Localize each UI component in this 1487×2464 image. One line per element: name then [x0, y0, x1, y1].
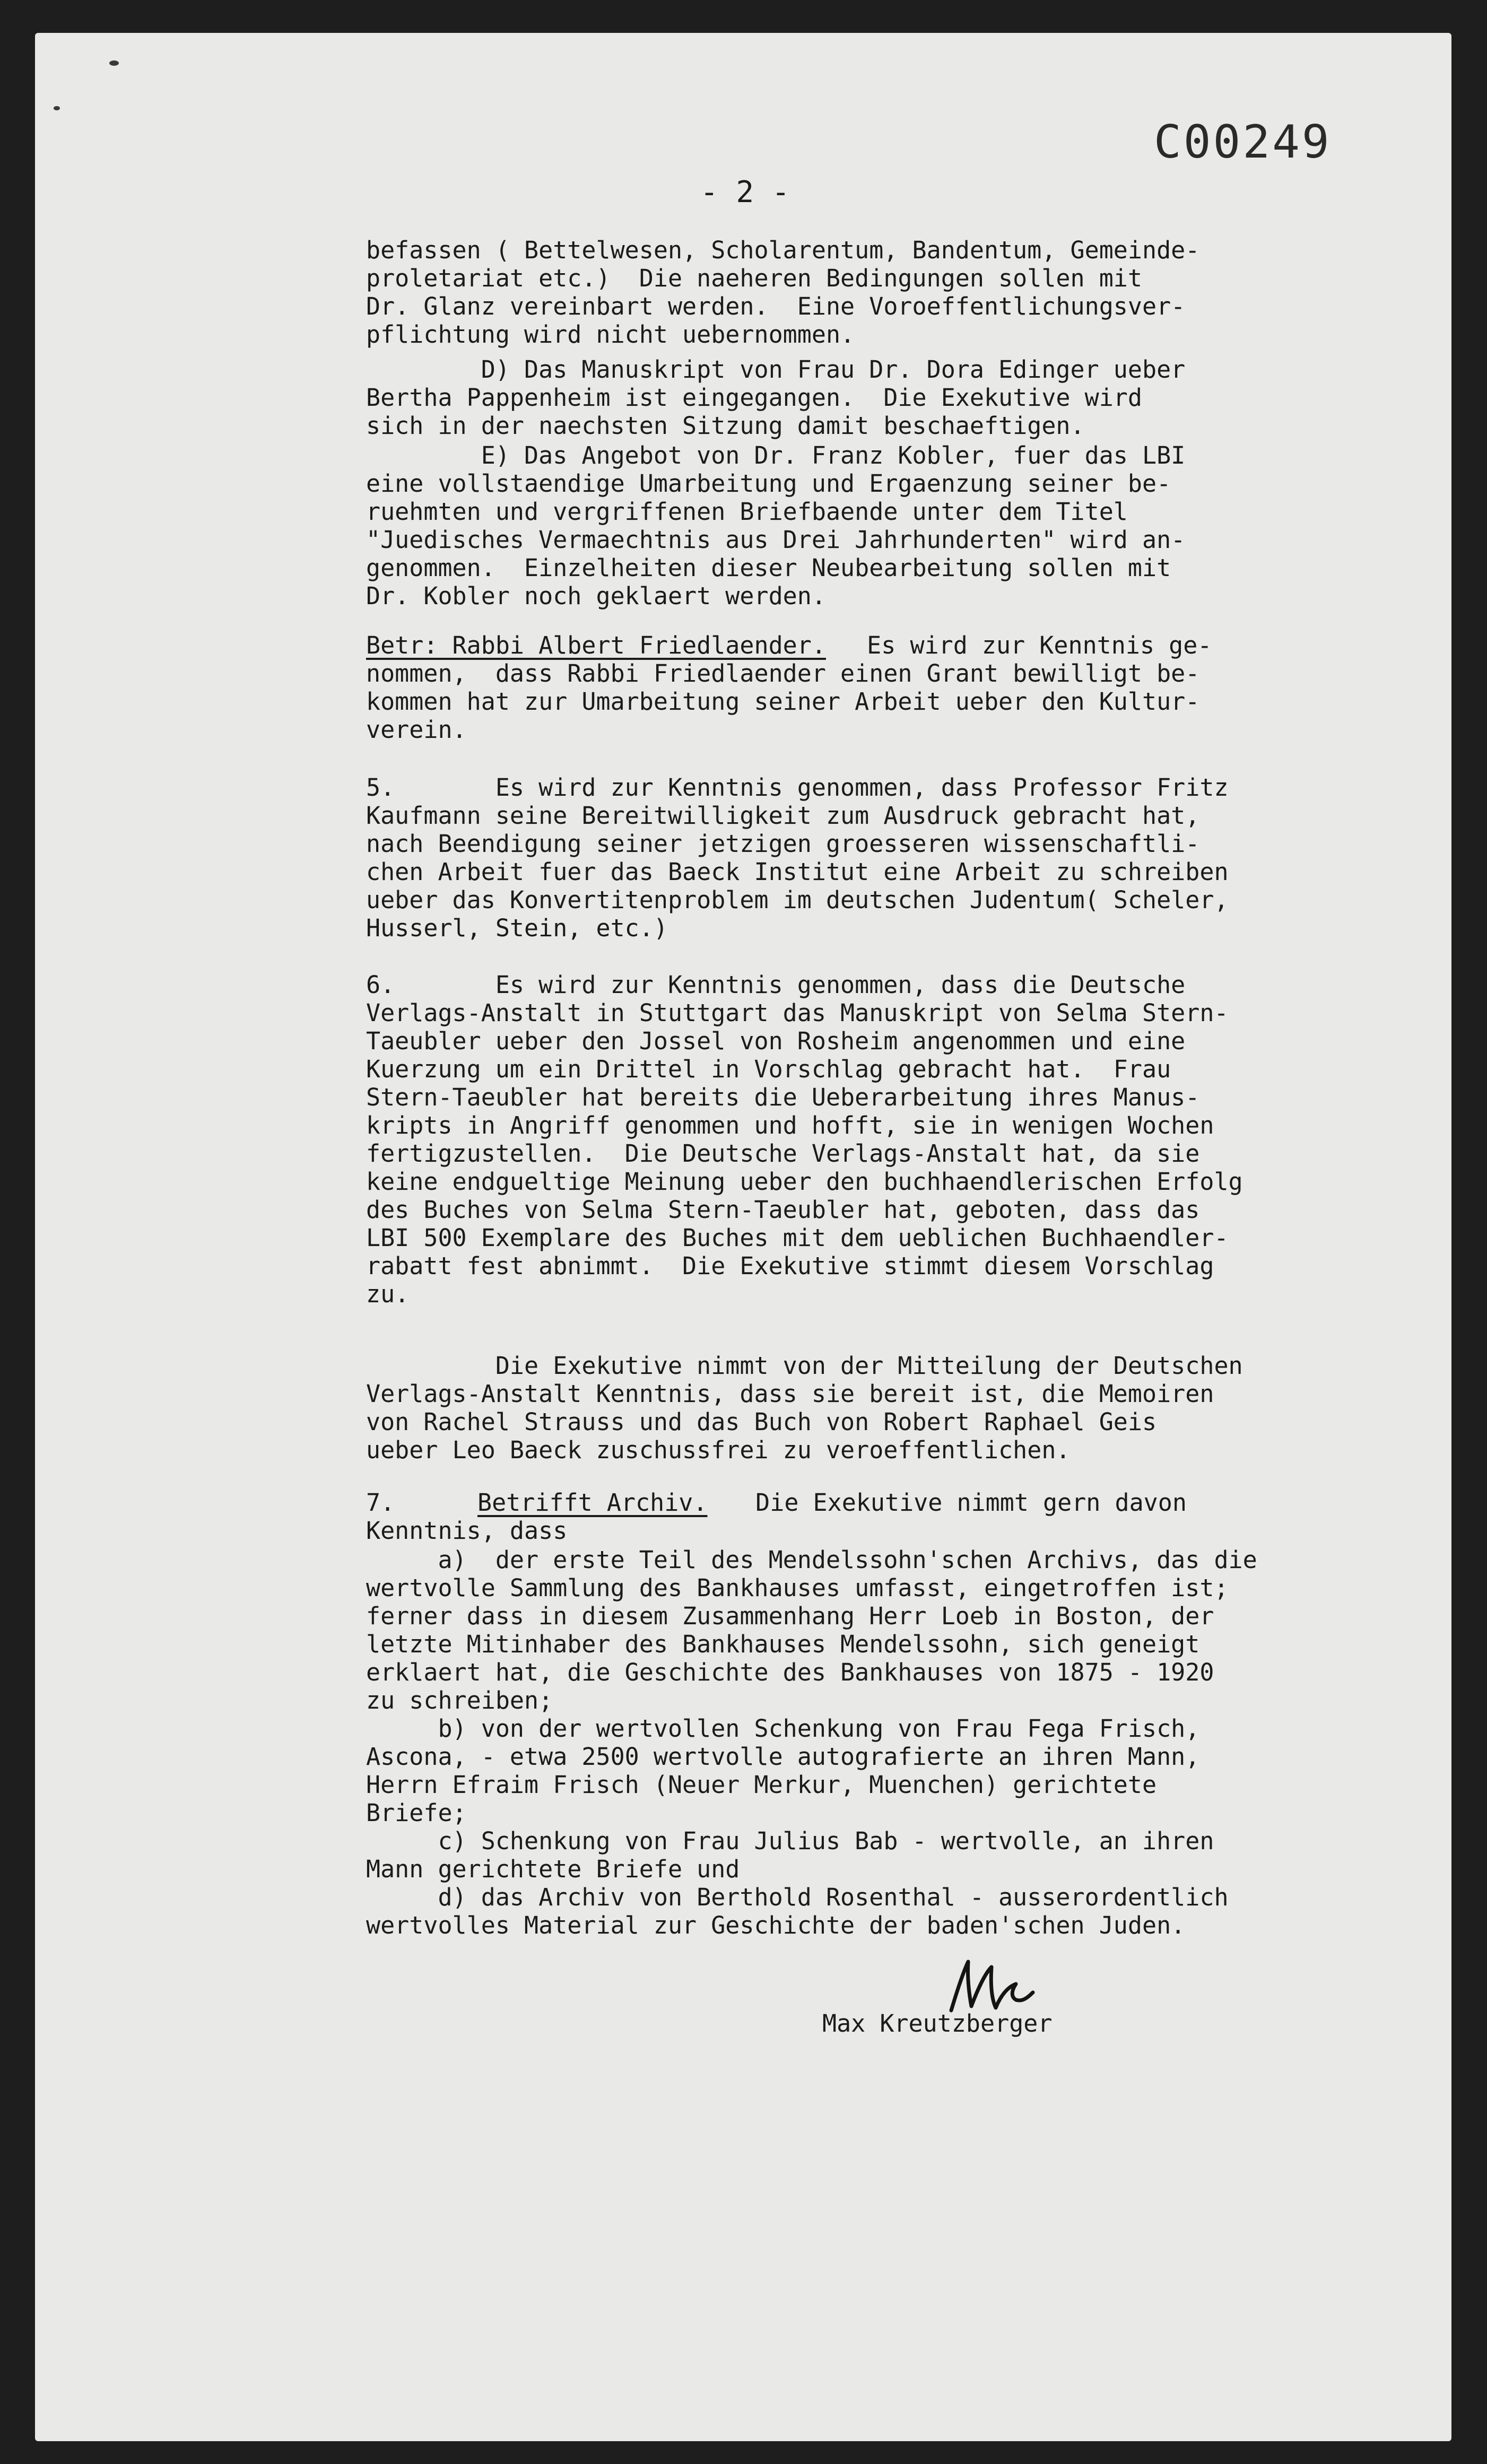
text-line: fertigzustellen. Die Deutsche Verlags-Anstalt hat, da sie: [366, 1139, 1200, 1168]
text-line: befassen ( Bettelwesen, Scholarentum, Bandentum, Gemeinde-: [366, 236, 1200, 264]
text-line: verein.: [366, 716, 467, 744]
signature-name: Max Kreutzberger: [822, 2009, 1053, 2038]
text-line: Kenntnis, dass: [366, 1517, 568, 1545]
text-line: keine endgueltige Meinung ueber den buchhaendlerischen Erfolg: [366, 1168, 1243, 1196]
text-line: Herrn Efraim Frisch (Neuer Merkur, Muenchen) gerichtete: [366, 1771, 1157, 1799]
text-line: Kaufmann seine Bereitwilligkeit zum Ausdruck gebracht hat,: [366, 802, 1200, 830]
text-line: Dr. Glanz vereinbart werden. Eine Voroeffentlichungsver-: [366, 292, 1186, 320]
text-line: pflichtung wird nicht uebernommen.: [366, 320, 855, 349]
text-line: Taeubler ueber den Jossel von Rosheim angenommen und eine: [366, 1027, 1186, 1055]
text-line: D) Das Manuskript von Frau Dr. Dora Edinger ueber: [366, 355, 1186, 384]
text-line: nach Beendigung seiner jetzigen groesseren wissenschaftli-: [366, 830, 1200, 858]
document-id: C00249: [1154, 116, 1332, 169]
text-line: ueber Leo Baeck zuschussfrei zu veroeffentlichen.: [366, 1436, 1071, 1464]
text-line: Die Exekutive nimmt gern davon: [727, 1488, 1187, 1517]
text-line: ruehmten und vergriffenen Briefbaende unter dem Titel: [366, 498, 1128, 526]
text-line: sich in der naechsten Sitzung damit beschaeftigen.: [366, 412, 1085, 440]
text-line: Es wird zur Kenntnis ge-: [838, 631, 1212, 659]
text-line: rabatt fest abnimmt. Die Exekutive stimmt diesem Vorschlag: [366, 1252, 1214, 1280]
text-line: Stern-Taeubler hat bereits die Ueberarbeitung ihres Manus-: [366, 1083, 1200, 1111]
text-line: LBI 500 Exemplare des Buches mit dem ueblichen Buchhaendler-: [366, 1224, 1229, 1252]
text-line: Verlags-Anstalt Kenntnis, dass sie bereit ist, die Memoiren: [366, 1380, 1214, 1408]
text-line: genommen. Einzelheiten dieser Neubearbeitung sollen mit: [366, 554, 1171, 582]
text-line: chen Arbeit fuer das Baeck Institut eine Arbeit zu schreiben: [366, 858, 1229, 886]
text-line: Bertha Pappenheim ist eingegangen. Die Exekutive wird: [366, 384, 1142, 412]
text-line: 5. Es wird zur Kenntnis genommen, dass Professor Fritz: [366, 773, 1229, 802]
text-line: Die Exekutive nimmt von der Mitteilung der Deutschen: [366, 1352, 1243, 1380]
text-line: a) der erste Teil des Mendelssohn'schen Archivs, das die: [366, 1546, 1257, 1574]
text-line: d) das Archiv von Berthold Rosenthal - ausserordentlich: [366, 1883, 1229, 1911]
section-heading-friedlaender: Betr: Rabbi Albert Friedlaender.: [366, 631, 826, 659]
text-line: zu schreiben;: [366, 1686, 553, 1714]
text-line: kripts in Angriff genommen und hofft, sie in wenigen Wochen: [366, 1111, 1214, 1139]
text-line: Ascona, - etwa 2500 wertvolle autografierte an ihren Mann,: [366, 1743, 1200, 1771]
text-line: c) Schenkung von Frau Julius Bab - wertvolle, an ihren: [366, 1827, 1214, 1855]
page-number: - 2 -: [700, 175, 790, 210]
section-heading-archiv: Betrifft Archiv.: [477, 1488, 708, 1517]
text-line: E) Das Angebot von Dr. Franz Kobler, fuer das LBI: [366, 441, 1186, 469]
text-line: 6. Es wird zur Kenntnis genommen, dass die Deutsche: [366, 971, 1186, 999]
text-line: zu.: [366, 1280, 410, 1308]
paper-speck: [54, 106, 60, 110]
text-line: erklaert hat, die Geschichte des Bankhauses von 1875 - 1920: [366, 1658, 1214, 1686]
text-line: Dr. Kobler noch geklaert werden.: [366, 582, 826, 610]
text-line: Mann gerichtete Briefe und: [366, 1855, 740, 1883]
text-line: Husserl, Stein, etc.): [366, 914, 668, 942]
text-line: eine vollstaendige Umarbeitung und Ergaenzung seiner be-: [366, 469, 1171, 498]
text-line: Briefe;: [366, 1799, 467, 1827]
text-line: von Rachel Strauss und das Buch von Robert Raphael Geis: [366, 1408, 1157, 1436]
text-line: ueber das Konvertitenproblem im deutschen Judentum( Scheler,: [366, 886, 1229, 914]
text-line: nommen, dass Rabbi Friedlaender einen Grant bewilligt be-: [366, 659, 1200, 687]
text-line: letzte Mitinhaber des Bankhauses Mendelssohn, sich geneigt: [366, 1630, 1200, 1658]
text-line: proletariat etc.) Die naeheren Bedingungen sollen mit: [366, 264, 1142, 292]
paper-speck: [109, 60, 119, 66]
text-line: Kuerzung um ein Drittel in Vorschlag gebracht hat. Frau: [366, 1055, 1171, 1083]
text-line: kommen hat zur Umarbeitung seiner Arbeit ueber den Kultur-: [366, 687, 1200, 716]
text-line: Verlags-Anstalt in Stuttgart das Manuskript von Selma Stern-: [366, 999, 1229, 1027]
text-line: wertvolle Sammlung des Bankhauses umfasst, eingetroffen ist;: [366, 1574, 1229, 1602]
text-line: ferner dass in diesem Zusammenhang Herr Loeb in Boston, der: [366, 1602, 1214, 1630]
text-line: "Juedisches Vermaechtnis aus Drei Jahrhunderten" wird an-: [366, 526, 1186, 554]
section-number-7: 7.: [366, 1488, 495, 1517]
text-line: b) von der wertvollen Schenkung von Frau Fega Frisch,: [366, 1714, 1200, 1743]
text-line: wertvolles Material zur Geschichte der baden'schen Juden.: [366, 1911, 1186, 1939]
text-line: des Buches von Selma Stern-Taeubler hat, geboten, dass das: [366, 1196, 1200, 1224]
